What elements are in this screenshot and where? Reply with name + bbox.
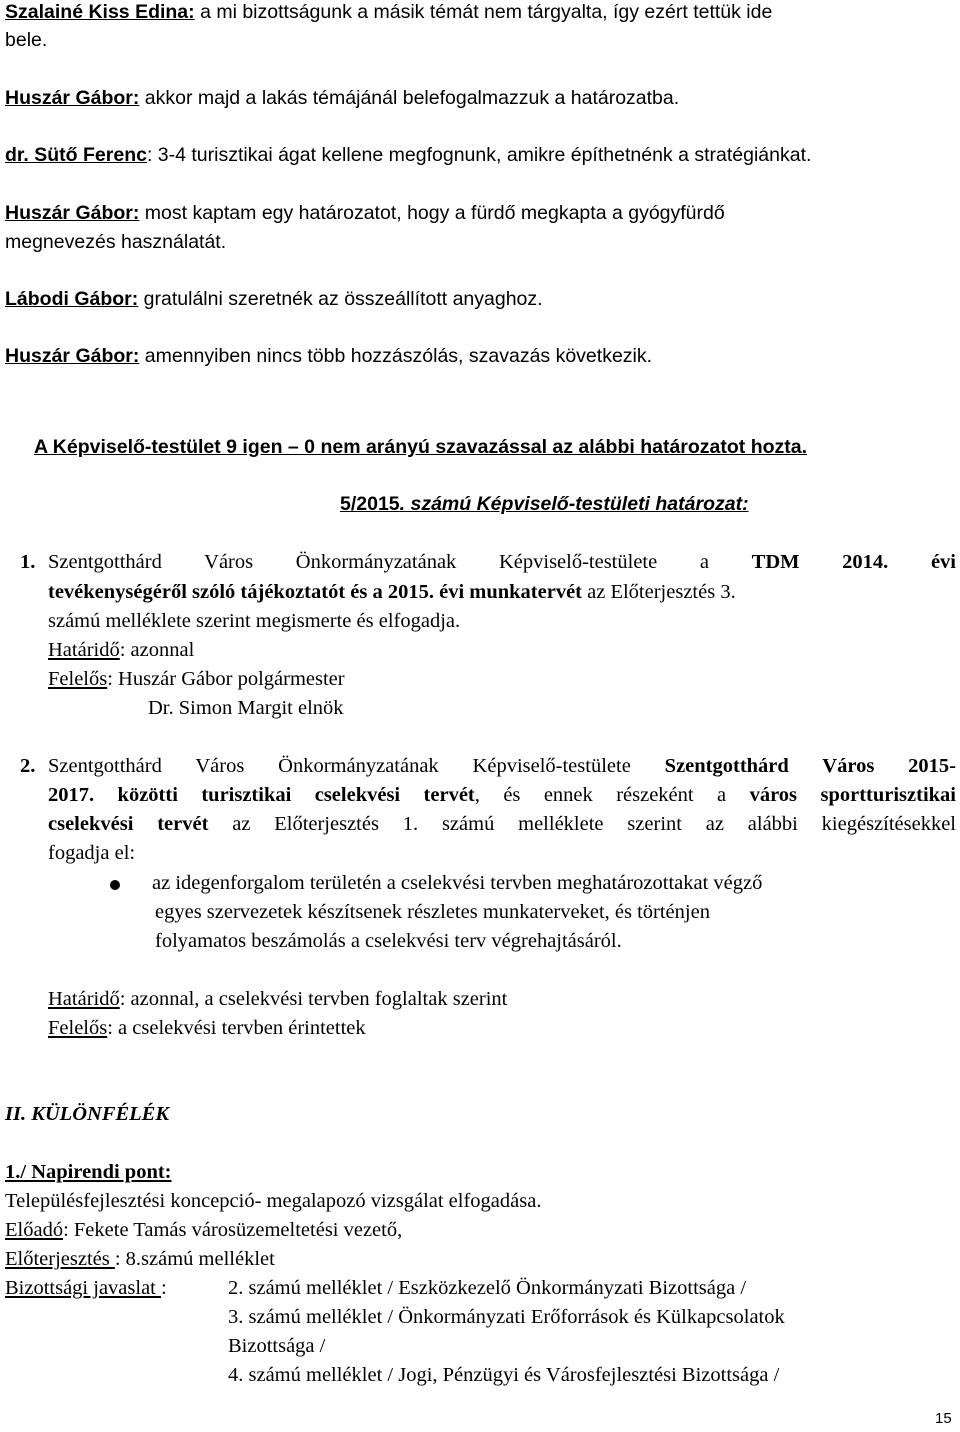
- text-bold: cselekvési tervét: [48, 813, 209, 835]
- committee-line-2b: Bizottsága /: [228, 1335, 326, 1357]
- agenda-subject: Településfejlesztési koncepció- megalapozó vizsgálat elfogadása.: [5, 1190, 542, 1212]
- bullet-line-3: folyamatos beszámolás a cselekvési terv végrehajtásáról.: [155, 930, 622, 952]
- label: Határidő: [48, 639, 120, 661]
- res2-line-d: fogadja el:: [48, 842, 136, 864]
- res2-line-c: [48, 814, 956, 835]
- label: Határidő: [48, 988, 120, 1010]
- speaker-name: Huszár Gábor:: [5, 202, 140, 224]
- remark: amennyiben nincs több hozzászólás, szavazás következik.: [139, 345, 653, 367]
- text-bold: város sportturisztikai: [749, 784, 956, 806]
- speaker-name: Lábodi Gábor:: [5, 288, 139, 310]
- committee-line-2: 3. számú melléklet / Önkormányzati Erőforrások és Külkapcsolatok: [228, 1306, 785, 1328]
- text: Szentgotthárd Város Önkormányzatának Képviselő-testülete: [48, 755, 665, 777]
- res1-responsible-2: Dr. Simon Margit elnök: [148, 697, 344, 719]
- discussion-line-5: [5, 290, 543, 310]
- label: Előterjesztés: [5, 1248, 115, 1270]
- res1-line-a: [48, 552, 956, 573]
- bullet-line-2: egyes szervezetek készítsenek részletes munkaterveket, és történjen: [155, 901, 710, 923]
- speaker-name: Huszár Gábor:: [5, 345, 140, 367]
- discussion-line-1: [5, 3, 772, 23]
- bullet-icon: [110, 880, 120, 890]
- speaker-name: Szalainé Kiss Edina:: [5, 1, 195, 23]
- committee-line-3: 4. számú melléklet / Jogi, Pénzügyi és Városfejlesztési Bizottsága /: [228, 1364, 780, 1386]
- res1-line-c: számú melléklete szerint megismerte és elfogadja.: [48, 610, 461, 632]
- text-bold: TDM 2014. évi: [751, 551, 956, 573]
- res2-line-a: [48, 756, 956, 777]
- label: Felelős: [48, 668, 108, 690]
- res1-number: 1.: [20, 551, 36, 573]
- res1-line-b: [48, 582, 736, 603]
- value: : 8.számú melléklet: [114, 1248, 275, 1270]
- speaker-name: Huszár Gábor:: [5, 87, 140, 109]
- agenda-presenter: [5, 1220, 402, 1241]
- agenda-proposal: [5, 1249, 275, 1270]
- text: , és ennek részeként a: [474, 784, 750, 806]
- remark: akkor majd a lakás témájánál belefogalmazzuk a határozatba.: [139, 87, 680, 109]
- agenda-title: 1./ Napirendi pont:: [5, 1161, 172, 1183]
- resolution-title: [340, 495, 749, 515]
- committee-line-1: 2. számú melléklet / Eszközkezelő Önkormányzati Bizottsága /: [228, 1277, 747, 1299]
- bullet-line-1: az idegenforgalom területén a cselekvési tervben meghatározottakat végző: [152, 872, 763, 894]
- value: : Huszár Gábor polgármester: [107, 668, 345, 690]
- remark: gratulálni szeretnék az összeállított anyaghoz.: [138, 288, 543, 310]
- text: az Előterjesztés 3.: [582, 581, 736, 603]
- discussion-line-3: [5, 146, 811, 166]
- discussion-line-4: [5, 204, 725, 224]
- remark: a mi bizottságunk a másik témát nem tárgyalta, így ezért tettük ide: [194, 1, 773, 23]
- discussion-line-1-cont: bele.: [5, 29, 48, 51]
- res2-number: 2.: [20, 755, 36, 777]
- remark: : 3-4 turisztikai ágat kellene megfognunk, amikre építhetnénk a stratégiánkat.: [146, 144, 812, 166]
- label: Előadó: [5, 1219, 64, 1241]
- speaker-name: dr. Sütő Ferenc: [5, 144, 147, 166]
- text: az Előterjesztés 1. számú melléklete szerint az alábbi kiegészítésekkel: [208, 813, 957, 835]
- discussion-line-6: [5, 347, 652, 367]
- value: : Fekete Tamás városüzemeltetési vezető,: [63, 1219, 403, 1241]
- discussion-line-2: [5, 89, 679, 109]
- value: : a cselekvési tervben érintettek: [107, 1017, 366, 1039]
- label: Bizottsági javaslat: [5, 1277, 161, 1299]
- text-bold: Szentgotthárd Város 2015-: [664, 755, 956, 777]
- discussion-line-4-cont: megnevezés használatát.: [5, 231, 227, 253]
- text: Szentgotthárd Város Önkormányzatának Képviselő-testülete a: [48, 551, 752, 573]
- value: : azonnal, a cselekvési tervben foglaltak szerint: [119, 988, 508, 1010]
- res2-deadline: [48, 989, 507, 1010]
- res1-responsible: [48, 669, 345, 690]
- res2-responsible: [48, 1018, 366, 1039]
- section-heading: II. KÜLÖNFÉLÉK: [5, 1103, 170, 1125]
- text-bold: tevékenységéről szóló tájékoztatót és a 2015. évi munkatervét: [48, 581, 583, 603]
- resolution-number: 5/2015: [340, 493, 400, 515]
- agenda-committee-label: [5, 1278, 167, 1299]
- colon: :: [161, 1277, 167, 1299]
- vote-result: A Képviselő-testület 9 igen – 0 nem arányú szavazással az alábbi határozatot hozta.: [34, 436, 808, 458]
- value: : azonnal: [119, 639, 195, 661]
- remark: most kaptam egy határozatot, hogy a fürdő megkapta a gyógyfürdő: [139, 202, 725, 224]
- text-bold: 2017. közötti turisztikai cselekvési tervét: [48, 784, 475, 806]
- resolution-label: . számú Képviselő-testületi határozat:: [399, 493, 749, 515]
- res2-line-b: [48, 785, 956, 806]
- res1-deadline: [48, 640, 194, 661]
- label: Felelős: [48, 1017, 108, 1039]
- page-number: 15: [935, 1410, 952, 1427]
